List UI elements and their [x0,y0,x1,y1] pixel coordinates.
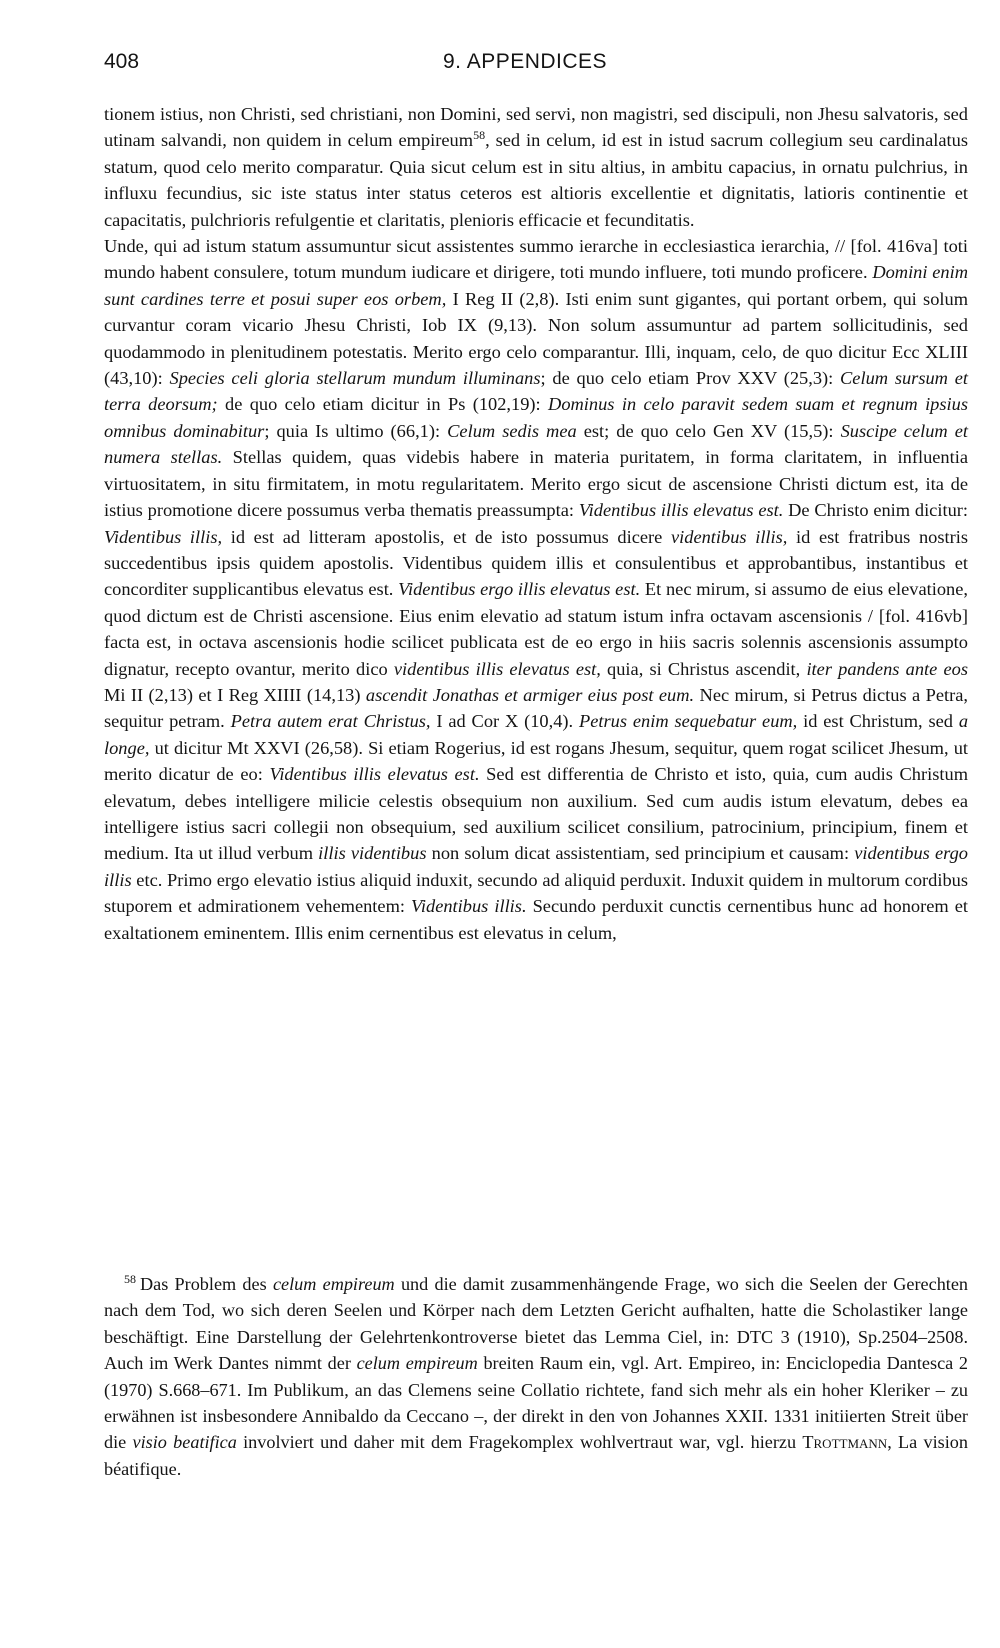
italic-text: illis videntibus [318,843,427,864]
italic-text: Suscipe celum et numera stellas. [104,420,969,468]
italic-text: videntibus illis elevatus est, [393,658,601,679]
main-text [104,101,968,946]
footnote-text [104,1271,969,1479]
italic-text: Videntibus ergo illis elevatus est. [398,579,641,600]
italic-text: Domini enim sunt cardines terre et posui super eos orbem, [104,262,968,309]
italic-text: Videntibus illis, [104,526,223,547]
text-run: ; de quo celo etiam Prov XXV (25,3): [540,368,841,389]
text-run: breiten Raum ein, vgl. Art. Empireo, in: Enciclopedia Dantesca 2 (1970) S.668–671. Im Publikum, an das Clemens seine Collatio richtete, fand sich mehr als ein hoher Kleriker – zu erwähnen ist insbesondere Annibaldo da Ceccano –, der direkt in den von Johannes XXII. 1331 initiierten Streit über die [104,1353,969,1453]
italic-text: Celum sedis mea [447,420,577,441]
chapter-title: 9. APPENDICES [443,50,608,73]
small-caps-text: Trottmann [802,1432,888,1453]
text-run: quia, si Christus ascendit, [600,658,807,679]
text-run: Mi II (2,13) et I Reg XIIII (14,13) [104,684,366,705]
italic-text: Videntibus illis elevatus est. [578,500,784,521]
text-run: Sed est differentia de Christo et isto, quia, cum audis Christum elevatum, debes intelligere milicie celestis obsequium non auxilium. Sed cum audis istum elevatum, debes ea intelligere istius sacri collegii non obsequium, sed auxilium scilicet consilium, patrocinium, principium, finem et medium. Ita ut illud verbum [104,764,969,864]
text-run: Unde, qui ad istum statum assumuntur sicut assistentes summo ierarche in ecclesiastica ierarchia, // [fol. 416va] toti mundo habent consulere, totum mundum iudicare et dirigere, toti mundo influere, toti mundo proficere. [104,236,968,283]
text-run: , sed in celum, id est in istud sacrum collegium seu cardinalatus statum, quod celo merito comparatur. Quia sicut celum est in situ altius, in ambitu capacius, in ornatu pulchrius, in influxu fecundius, sic iste status inter status ceteros est altioris excellentie et dignitatis, latioris continentie et capacitatis, pulchrioris refulgentie et claritatis, plenioris efficacie et fecunditatis. [104,130,968,230]
text-run: etc. Primo ergo elevatio istius aliquid induxit, secundo ad aliquid perduxit. Induxit quidem in multorum cordibus stuporem et admirationem vehementem: [104,869,968,917]
italic-text: iter pandens ante eos [806,658,968,679]
text-run: est; de quo celo Gen XV (15,5): [576,420,841,441]
text-run: Das Problem des [140,1274,273,1294]
text-run: Stellas quidem, quas videbis habere in materia puritatem, in forma claritatem, in influentia virtuositatem, in situ firmitatem, in motu regularitatem. Merito ergo sicut de ascensione Christi dictum est, ita de istius promotione dicere possumus verba thematis preassumpta: [104,447,968,521]
text-run: Nec mirum, si Petrus dictus a Petra, sequitur petram. [104,684,968,732]
text-run: I Reg II (2,8). Isti enim sunt gigantes, qui portant orbem, qui solum curvantur coram vicario Jhesu Christi, Iob IX (9,13). Non solum assumuntur ad partem sollicitudinis, sed quodammodo in plenitudinem potestatis. Merito ergo celo comparantur. Illi, inquam, celo, de quo dicitur Ecc XLIII (43,10): [104,288,968,389]
text-run: und die damit zusammenhängende Frage, wo sich die Seelen der Gerechten nach dem Tod, wo sich deren Seelen und Körper nach dem Letzten Gericht aufhalten, hatte die Scholastiker lange beschäftigt. Eine Darstellung der Gelehrtenkontroverse bietet das Lemma Ciel, in: DTC 3 (1910), Sp.2504–2508. Auch im Werk Dantes nimmt der [104,1274,969,1374]
text-run: involviert und daher mit dem Fragekomplex wohlvertraut war, vgl. hierzu [236,1432,803,1453]
text-run: ut dicitur Mt XXVI (26,58). Si etiam Rogerius, id est rogans Jhesum, sequitur, quem rogat scilicet Jhesum, ut merito dicatur de eo: [104,737,968,785]
text-run: ; quia Is ultimo (66,1): [264,420,448,441]
paragraph-2 [104,233,968,946]
text-run: De Christo enim dicitur: [783,500,968,521]
italic-text: ascendit Jonathas et armiger eius post eum. [365,684,695,705]
footnotes [104,1271,968,1482]
italic-text: visio beatifica [132,1432,237,1453]
italic-text: celum empireum [356,1353,478,1374]
italic-text: videntibus ergo illis [104,843,968,890]
paragraph-1 [104,101,968,233]
text-run: de quo celo etiam dicitur in Ps (102,19): [217,394,549,415]
italic-text: a longe, [104,711,969,758]
text-run: id est fratribus nostris succedentibus ipsis quidem apostolis. Videntibus quidem illis et consulentibus et approbantibus, instantibus et concorditer supplicantibus elevatus est. [104,526,968,600]
italic-text: Celum sursum et terra deorsum; [104,368,969,415]
footnote-58 [104,1271,968,1482]
text-run: Secundo perduxit cunctis cernentibus hunc ad honorem et exaltationem eminentem. Illis enim cernentibus est elevatus in celum, [104,896,968,943]
text-run: Et nec mirum, si assumo de eius elevatione, quod dictum est de Christi ascensione. Eius enim elevatio ad statum istum infra octavam ascensionis / [fol. 416vb] facta est, in octava ascensionis hodie scilicet publicata est de eo ergo in hiis sacris solennis ascensionis assumpto dignatur, recepto ovantur, merito dico [104,579,968,679]
italic-text: Videntibus illis. [411,896,527,917]
italic-text: videntibus illis, [670,526,788,547]
text-run: id est Christum, sed [797,711,959,732]
footnote-reference: 58 [473,128,486,143]
text-run: , La vision béatifique. [104,1432,968,1479]
text-run: I ad Cor X (10,4). [430,711,579,732]
running-head [104,50,964,82]
italic-text: Dominus in celo paravit sedem suam et regnum ipsius omnibus dominabitur [104,394,968,441]
italic-text: Species celi gloria stellarum mundum illuminans [169,368,541,389]
italic-text: Petra autem erat Christus, [230,711,431,732]
italic-text: Petrus enim sequebatur eum, [579,711,798,732]
footnote-number: 58 [124,1271,136,1286]
page-number: 408 [104,50,140,73]
italic-text: celum empireum [272,1274,395,1294]
italic-text: Videntibus illis elevatus est. [269,764,480,785]
text-run: id est ad litteram apostolis, et de isto possumus dicere [222,526,671,547]
text-run: non solum dicat assistentiam, sed principium et causam: [426,843,855,864]
text-run: tionem istius, non Christi, sed christiani, non Domini, sed servi, non magistri, sed discipuli, non Jhesu salvatoris, sed utinam salvandi, non quidem in celum empireum [104,104,968,151]
